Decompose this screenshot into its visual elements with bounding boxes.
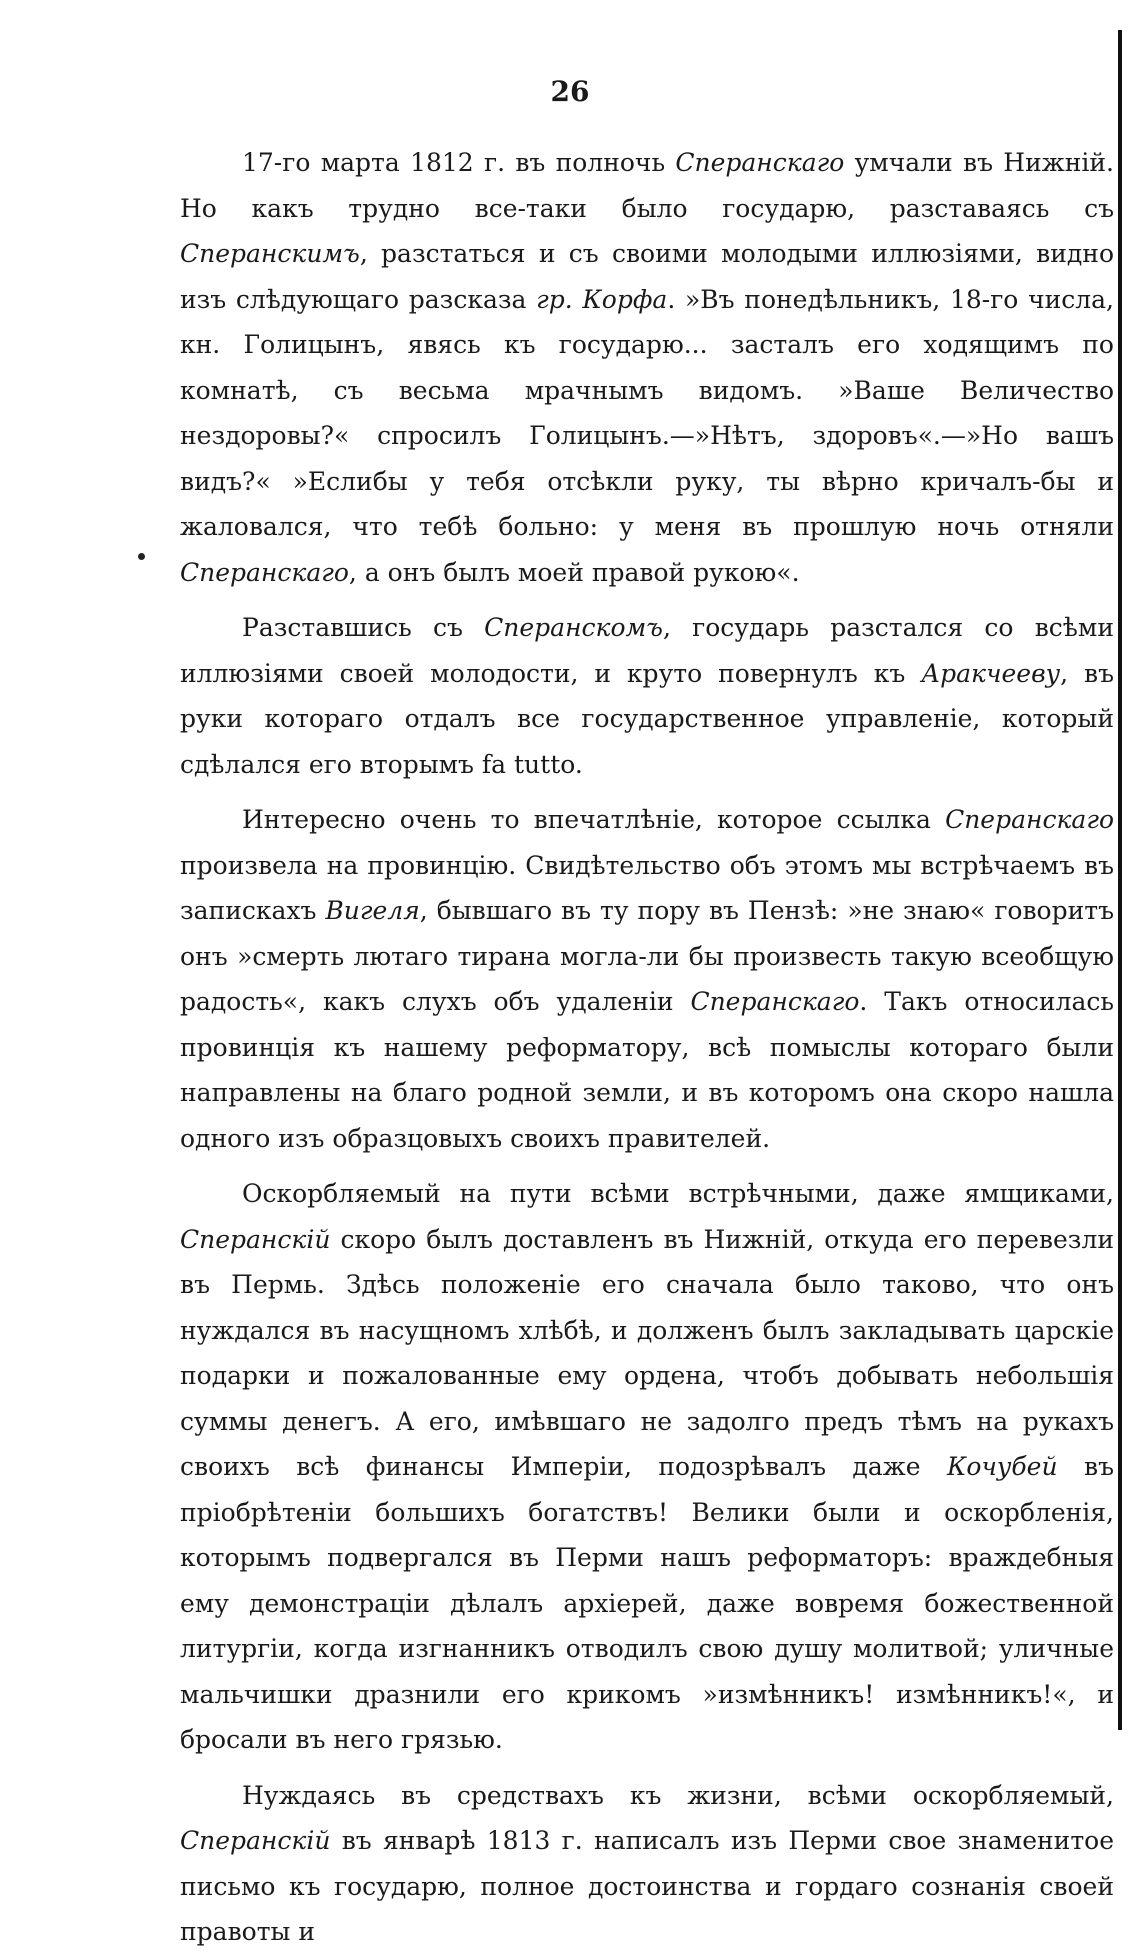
italic-name: Сперанскій (180, 1826, 331, 1855)
paragraph-5 (180, 1773, 1114, 1955)
italic-name: Сперанскаго (945, 805, 1114, 834)
text-run: Оскорбляемый на пути всѣми встрѣчными, даже ямщиками, (242, 1179, 1114, 1208)
italic-name: Кочубей (946, 1452, 1058, 1481)
text-run: Интересно очень то впечатлѣніе, которое ссылка (242, 805, 946, 834)
text-run: скоро былъ доставленъ въ Нижній, откуда его перевезли въ Пермь. Здѣсь положеніе его сначала было таково, что онъ нуждался въ насущномъ хлѣбѣ, и долженъ былъ закладывать царскіе подарки и пожалованные ему ордена, чтобъ добывать небольшія суммы денегъ. А его, имѣвшаго не задолго предъ тѣмъ на рукахъ своихъ всѣ финансы Имперіи, подозрѣвалъ даже (180, 1224, 1114, 1481)
paragraph-2 (180, 605, 1114, 787)
italic-name: Сперанскаго (690, 987, 860, 1016)
page-edge-rule (1118, 30, 1122, 1730)
italic-name: гр. Корфа (536, 284, 668, 314)
ink-dot (138, 553, 145, 560)
italic-name: Сперанскомъ (484, 613, 663, 642)
text-run: , въ руки котораго отдалъ все государственное управленіе, который сдѣлался его вторымъ fa tutto. (180, 658, 1115, 779)
italic-name: Вигеля (325, 896, 420, 925)
italic-name: Сперанскаго (675, 148, 845, 177)
italic-name: Сперанскимъ (180, 239, 360, 268)
italic-name: Аракчееву (921, 658, 1061, 688)
text-run: Нуждаясь въ средствахъ къ жизни, всѣми оскорбляемый, (242, 1780, 1114, 1810)
text-run: , а онъ былъ моей правой рукою«. (348, 557, 800, 587)
text-run: . »Въ понедѣльникъ, 18-го числа, кн. Голицынъ, явясь къ государю... засталъ его ходящимъ по комнатѣ, съ весьма мрачнымъ видомъ. »Ваше Величество нездоровы?« спросилъ Голицынъ.—»Нѣтъ, здоровъ«.—»Но вашъ видъ?« »Еслибы у тебя отсѣкли руку, ты вѣрно кричалъ-бы и жаловался, что тебѣ больно: у меня въ прошлую ночь отняли (180, 284, 1114, 541)
paragraph-1 (180, 140, 1114, 595)
text-run: въ январѣ 1813 г. написалъ изъ Перми свое знаменитое письмо къ государю, полное достоинства и гордаго сознанія своей правоты и (180, 1826, 1114, 1946)
italic-name: Сперанскаго (180, 557, 349, 587)
italic-name: Сперанскій (180, 1224, 331, 1254)
text-run: , бывшаго въ ту пору въ Пензѣ: »не знаю« говоритъ онъ »смерть лютаго тирана могла-ли бы произвесть такую всеобщую радость«, какъ слухъ объ удаленіи (180, 896, 1114, 1016)
text-run: 17-го марта 1812 г. въ полночь (242, 148, 676, 177)
paragraph-3 (180, 797, 1114, 1161)
text-run: , государь разстался со всѣми иллюзіями своей молодости, и круто повернулъ къ (180, 613, 1114, 688)
text-run: Разставшись съ (242, 613, 485, 642)
text-run: . Такъ относилась провинція къ нашему реформатору, всѣ помыслы котораго были направлены на благо родной земли, и въ которомъ она скоро нашла одного изъ образцовыхъ своихъ правителей. (180, 987, 1114, 1153)
text-run: произвела на провинцію. Свидѣтельство объ этомъ мы встрѣчаемъ въ запискахъ (180, 850, 1114, 925)
page-number: 26 (550, 75, 590, 108)
paragraph-4 (180, 1171, 1114, 1763)
text-run: въ пріобрѣтеніи большихъ богатствъ! Велики были и оскорбленія, которымъ подвергался въ Перми нашъ реформаторъ: враждебныя ему демонстраціи дѣлалъ архіерей, даже вовремя божественной литургіи, когда изгнанникъ отводилъ свою душу молитвой; уличные мальчишки дразнили его крикомъ »измѣнникъ! измѣнникъ!«, и бросали въ него грязью. (180, 1452, 1114, 1754)
body-text (180, 140, 1114, 1955)
text-run: , разстаться и съ своими молодыми иллюзіями, видно изъ слѣдующаго разсказа (180, 239, 1114, 314)
text-run: умчали въ Нижній. Но какъ трудно все-таки было государю, разставаясь съ (180, 148, 1115, 223)
